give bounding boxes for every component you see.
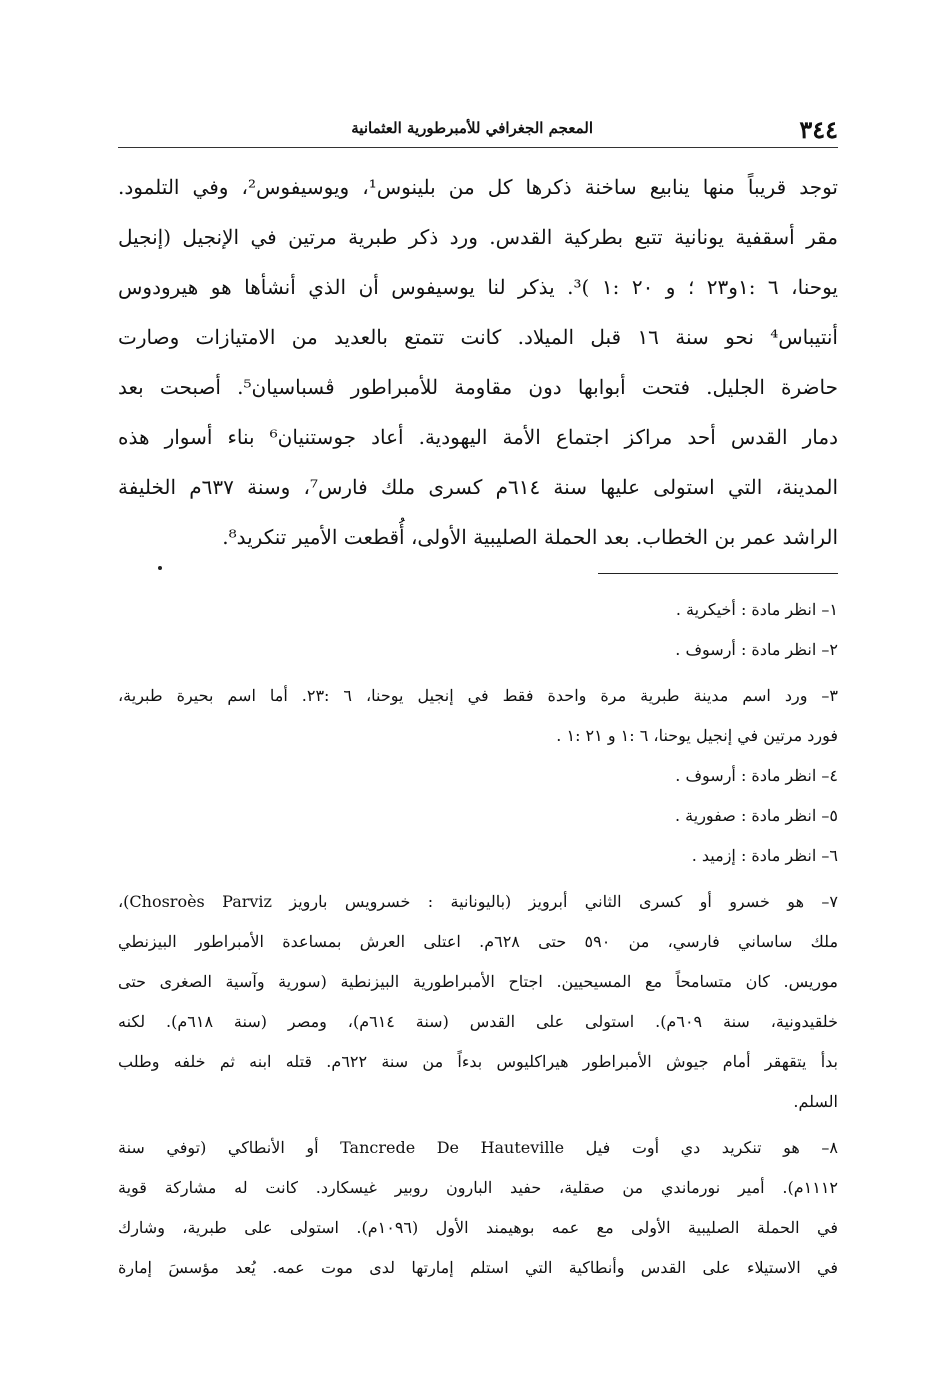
footnote-7-line: موريس. كان متسامحاً مع المسيحيين. اجتاح الأمبراطورية البيزنطية (سورية وآسية الصغرى حتى [118, 972, 838, 991]
page-header [118, 115, 838, 148]
paragraph-line: توجد قريباً منها ينابيع ساخنة ذكرها كل من بلينوس¹، ويوسيفوس²، وفي التلمود. [118, 175, 838, 199]
footnote-4: ٤– انظر مادة : أرسوف . [675, 766, 838, 785]
footnote-8-line: في الاستيلاء على القدس وأنطاكية التي استلم إمارتها لدى موت عمه. يُعد مؤسسَ إمارة [118, 1258, 838, 1277]
paragraph-line: أنتيباس⁴ نحو سنة ١٦ قبل الميلاد. كانت تتمتع بالعديد من الامتيازات وصارت [118, 325, 838, 349]
footnote-8-line: ٨– هو تنكريد دي أوت فيل Tancrede De Hauteville أو الأنطاكي (توفي سنة [118, 1138, 838, 1157]
footnote-8-line: ١١١٢م). أمير نورماندي من صقلية، حفيد البارون روبير غيسكارد. كانت له مشاركة قوية [118, 1178, 838, 1197]
paragraph-line: حاضرة الجليل. فتحت أبوابها دون مقاومة للأمبراطور ڤسباسيان⁵. أصبحت بعد [118, 375, 838, 399]
footnote-2: ٢– انظر مادة : أرسوف . [675, 640, 838, 659]
footnote-7-line: ملك ساساني فارسي، من ٥٩٠ حتى ٦٢٨م. اعتلى العرش بمساعدة الأمبراطور البيزنطي [118, 932, 838, 951]
footnote-3-line: فورد مرتين في إنجيل يوحنا، ٦ :١ و ٢١ :١ . [556, 726, 838, 745]
running-title: المعجم الجغرافي للأمبرطورية العثمانية [351, 119, 593, 137]
footnote-6: ٦– انظر مادة : إزميد . [691, 846, 838, 865]
footnote-5: ٥– انظر مادة : صفورية . [674, 806, 838, 825]
paragraph-line: دمار القدس أحد مراكز اجتماع الأمة اليهودية. أعاد جوستنيان⁶ بناء أسوار هذه [118, 425, 838, 449]
paragraph-line: مقر أسقفية يونانية تتبع بطركية القدس. ورد ذكر طبرية مرتين في الإنجيل (إنجيل [118, 225, 838, 249]
footnote-7-line: ٧– هو خسرو أو كسرى الثاني أبرويز (باليونانية : خسرويس بارويز Chosroès Parviz)، [118, 892, 838, 911]
footnotes [118, 590, 838, 1288]
paragraph-line: يوحنا، ٦ :١و٢٣ ؛ و ٢٠ :١ )³. يذكر لنا يوسيفوس أن الذي أنشأها هو هيرودوس [118, 275, 838, 299]
footnote-7-line: السلم. [793, 1092, 838, 1111]
stray-dot [158, 566, 162, 570]
footnote-7-line: خلقيدونية، سنة ٦٠٩م). استولى على القدس (سنة ٦١٤م)، ومصر (سنة ٦١٨م). لكنه [118, 1012, 838, 1031]
paragraph-line: الراشد عمر بن الخطاب. بعد الحملة الصليبية الأولى، أُقطعت الأمير تنكريد⁸. [222, 525, 838, 549]
footnote-1: ١– انظر مادة : أخيكرية . [675, 600, 838, 619]
paragraph-line: المدينة، التي استولى عليها سنة ٦١٤م كسرى ملك فارس⁷، وسنة ٦٣٧م الخليفة [118, 475, 838, 499]
page-number: ٣٤٤ [799, 115, 838, 144]
main-paragraph [118, 162, 838, 562]
footnote-8-line: في الحملة الصليبية الأولى مع عمه بوهيمند الأول (١٠٩٦م). استولى على طبرية، وشارك [118, 1218, 838, 1237]
footnote-7-line: بدأ يتقهقر أمام جيوش الأمبراطور هيراكليوس بدءاً من سنة ٦٢٢م. قتله ابنه ثم خلفه وطلب [118, 1052, 838, 1071]
footnote-separator [598, 573, 838, 574]
footnote-3-line: ٣– ورد اسم مدينة طبرية مرة واحدة فقط في إنجيل يوحنا، ٦ :٢٣. أما اسم بحيرة طبرية، [118, 686, 838, 705]
